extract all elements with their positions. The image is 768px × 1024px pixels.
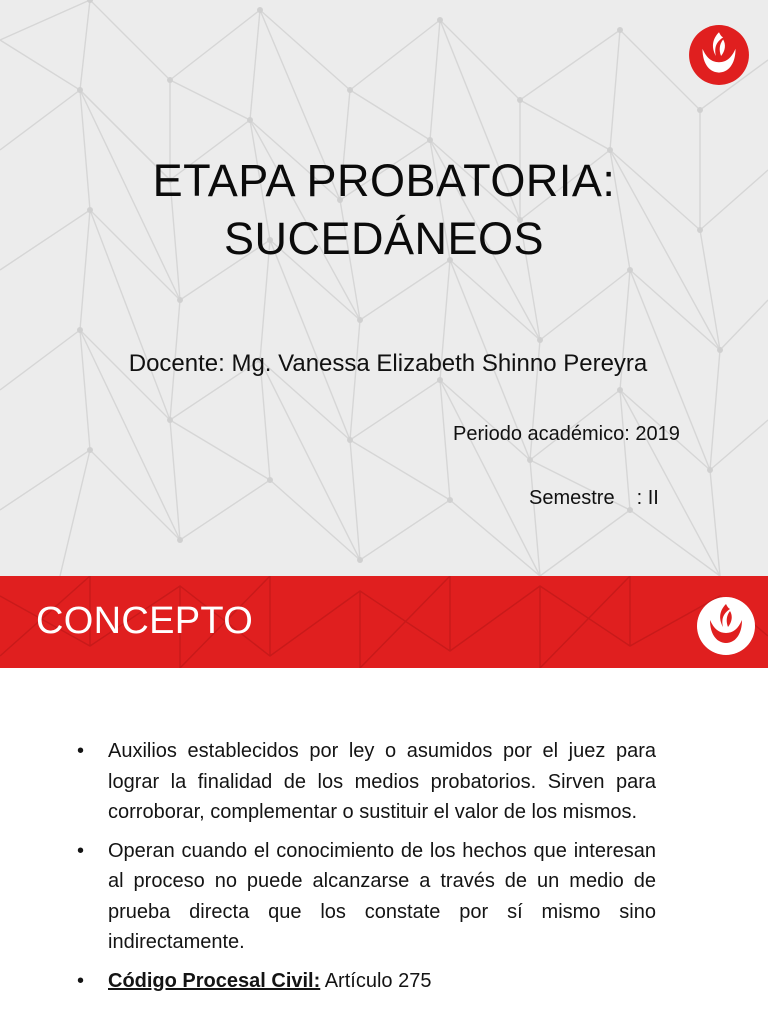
bullet-list [74,736,656,1004]
concept-slide [0,576,768,1024]
bullet-marker: • [77,969,85,992]
upc-logo-icon [688,24,750,86]
bullet-marker: • [77,740,85,762]
law-label: Código Procesal Civil: [108,969,321,992]
bullet-text: Operan cuando el conocimiento de los hechos que interesan al proceso no puede alcanzarse a través de un medio de prueba directa que los constate por sí mismo sino indirectamente. [108,839,656,953]
semester-label: Semestre [529,487,615,509]
title-line-2: SUCEDÁNEOS [223,213,545,264]
bullet-item [74,836,656,958]
section-header-bar [0,576,768,668]
title-line-1: ETAPA PROBATORIA: [152,155,616,206]
law-reference: Artículo 275 [324,969,432,992]
semester-value: : II [636,487,659,509]
section-title: CONCEPTO [36,600,254,642]
page-title [0,152,768,268]
upc-logo-icon [696,596,756,656]
semester [529,487,659,510]
bullet-marker: • [77,839,85,862]
bullet-item [74,966,656,997]
bullet-text: Auxilios establecidos por ley o asumidos por el juez para lograr la finalidad de los medios probatorios. Sirven para corroborar, complementar o sustituir el valor de los mismos. [108,740,656,823]
bullet-item [74,736,656,828]
academic-period: Periodo académico: 2019 [453,423,680,445]
teacher-name: Docente: Mg. Vanessa Elizabeth Shinno Pereyra [128,350,648,377]
